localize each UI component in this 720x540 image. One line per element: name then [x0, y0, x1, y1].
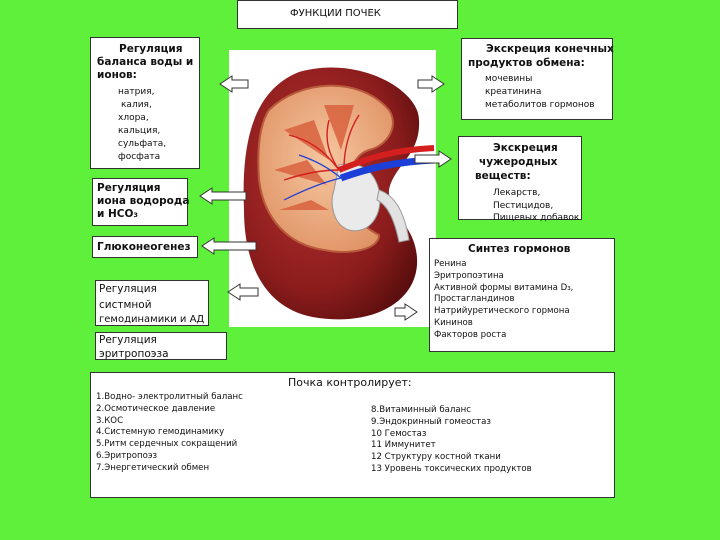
foreign-item: Пестицидов,	[493, 201, 554, 211]
hemo-line: гемодинамики и АД	[99, 314, 205, 325]
hormone-item: Активной формы витамина D₃,	[434, 282, 574, 293]
summary-item: 4.Системную гемодинамику	[96, 427, 225, 438]
hydrogen-heading-2: иона водорода	[97, 195, 190, 207]
page-title: ФУНКЦИИ ПОЧЕК	[290, 8, 381, 19]
excretion-item: мочевины	[485, 74, 533, 84]
excretion-heading-2: продуктов обмена:	[468, 57, 585, 69]
summary-item: 1.Водно- электролитный баланс	[96, 392, 243, 402]
summary-item: 12 Структуру костной ткани	[371, 452, 501, 463]
excretion-heading-1: Экскреция конечных	[486, 43, 614, 55]
foreign-item: Пищевых добавок	[493, 213, 580, 223]
foreign-item: Лекарств,	[493, 188, 541, 198]
hormones-heading: Синтез гормонов	[468, 243, 571, 255]
hydrogen-heading-3: и HCO₃	[97, 208, 139, 220]
erythro-line: Регуляция	[99, 334, 157, 346]
hydrogen-heading-1: Регуляция	[97, 182, 161, 194]
arrow-left-water	[220, 76, 248, 92]
summary-item: 5.Ритм сердечных сокращений	[96, 439, 238, 450]
ion-item: кальция,	[118, 126, 161, 136]
arrow-left-gluco	[202, 238, 256, 254]
summary-heading: Почка контролирует:	[288, 376, 412, 389]
summary-item: 6.Эритропоэз	[96, 450, 158, 461]
hormone-item: Простагландинов	[434, 294, 515, 305]
summary-item: 9.Эндокринный гомеостаз	[371, 416, 491, 427]
erythro-line: эритропоэза	[99, 348, 169, 360]
ion-item: хлора,	[118, 113, 149, 123]
summary-item: 11 Иммунитет	[371, 440, 436, 451]
excretion-item: метаболитов гормонов	[485, 100, 595, 110]
hormone-item: Натрийуретического гормона	[434, 306, 570, 317]
summary-item: 8.Витаминный баланс	[371, 405, 472, 415]
foreign-heading-3: веществ:	[475, 170, 531, 182]
arrow-left-hemo	[228, 284, 258, 300]
arrow-right-foreign	[415, 151, 451, 167]
hormone-item: Кининов	[434, 317, 473, 328]
foreign-heading-1: Экскреция	[493, 142, 558, 154]
arrow-right-hormones	[395, 304, 417, 320]
summary-item: 10 Гемостаз	[371, 428, 427, 439]
gluconeogenesis-label: Глюконеогенез	[97, 241, 191, 253]
arrow-left-hydrogen	[200, 188, 246, 204]
water-heading-3: ионов:	[97, 69, 137, 81]
water-heading-1: Регуляция	[119, 43, 183, 55]
ion-item: натрия,	[118, 87, 155, 97]
summary-item: 2.Осмотическое давление	[96, 403, 216, 414]
hormone-item: Эритропоэтина	[434, 270, 504, 281]
hemo-line: систмной	[99, 299, 152, 311]
hormone-item: Ренина	[434, 259, 467, 269]
water-heading-2: баланса воды и	[97, 56, 194, 68]
ion-item: фосфата	[118, 152, 161, 162]
ion-item: сульфата,	[118, 139, 167, 149]
ion-item: калия,	[121, 100, 152, 110]
hemo-line: Регуляция	[99, 283, 157, 295]
hormone-item: Факторов роста	[434, 329, 507, 340]
excretion-item: креатинина	[485, 87, 542, 97]
summary-item: 3.КОС	[96, 415, 124, 426]
foreign-heading-2: чужеродных	[479, 156, 558, 168]
summary-item: 7.Энергетический обмен	[96, 462, 210, 473]
arrow-right-excretion	[418, 76, 444, 92]
summary-item: 13 Уровень токсических продуктов	[371, 463, 532, 474]
